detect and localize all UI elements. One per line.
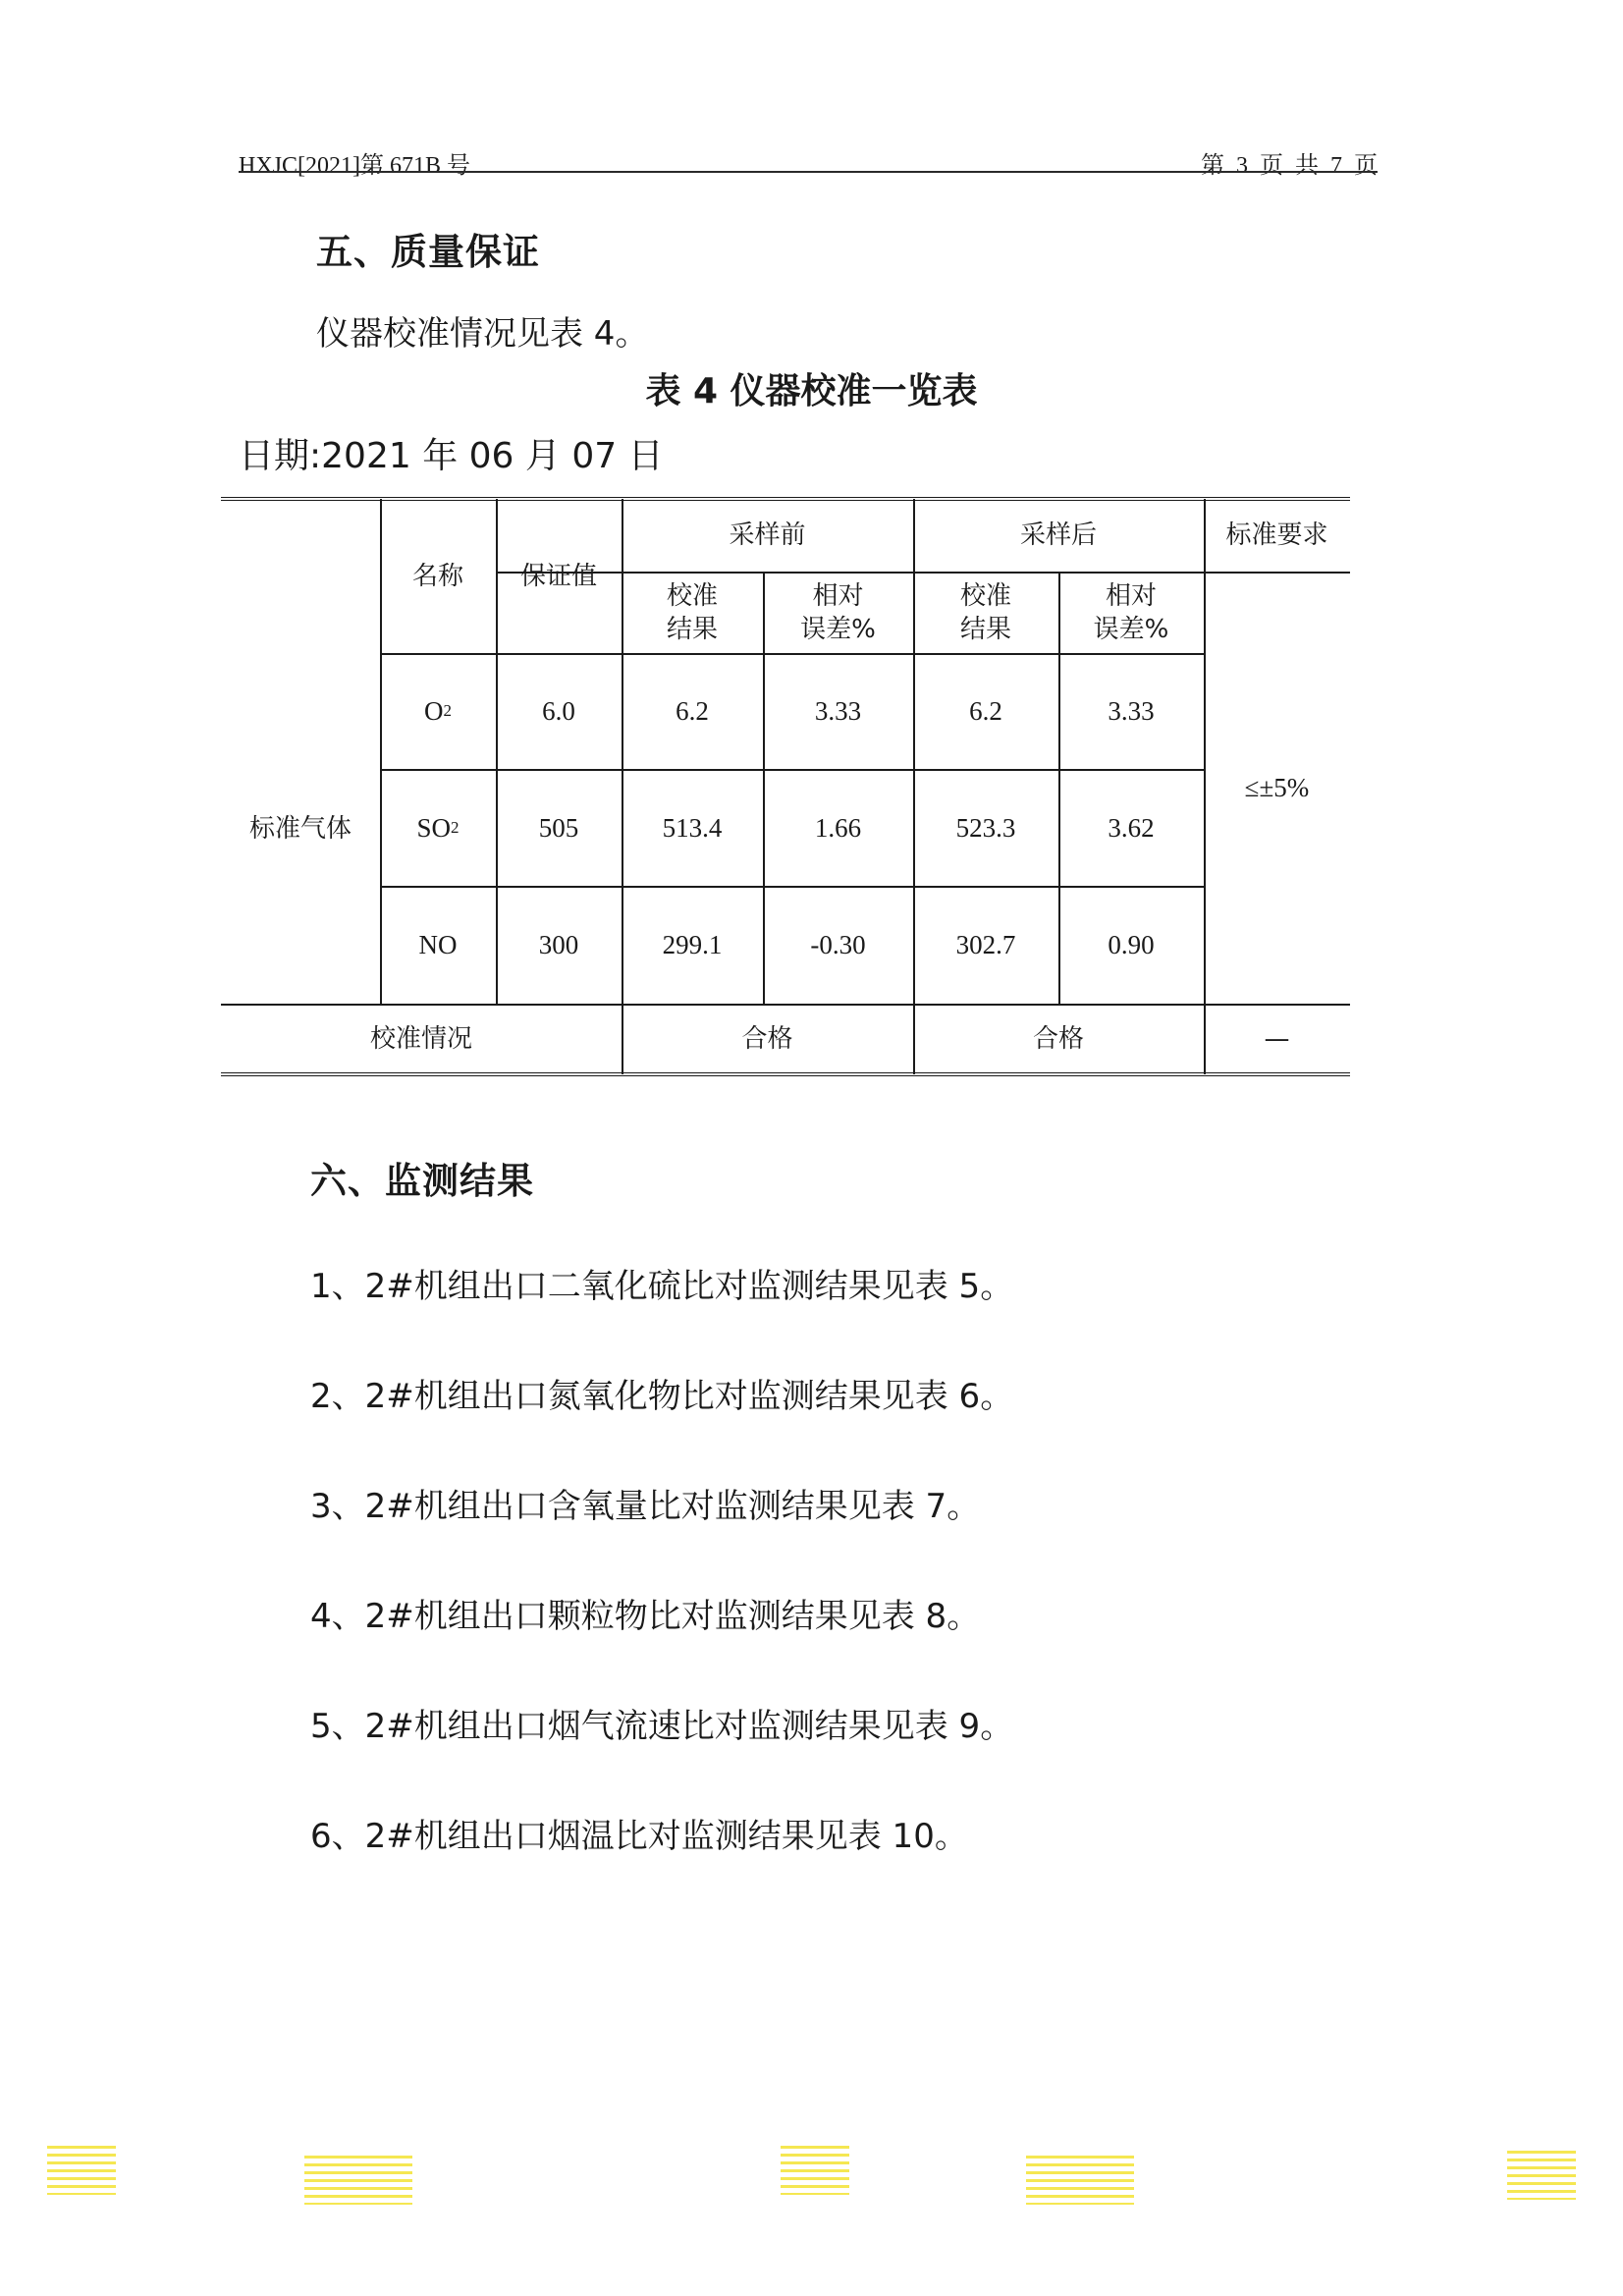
header-line: 校准 (959, 580, 1011, 611)
document-number: HXJC[2021]第 671B 号 (239, 153, 471, 179)
row-so2-guaranteed: 505 (538, 812, 579, 843)
table-date: 日期:2021 年 06 月 07 日 (239, 436, 664, 476)
seal-fragment-icon (304, 2156, 412, 2205)
result-item: 3、2#机组出口含氧量比对监测结果见表 7。 (310, 1487, 981, 1526)
result-item: 6、2#机组出口烟温比对监测结果见表 10。 (310, 1817, 968, 1856)
header-rule (239, 171, 1378, 173)
header-after-sampling: 采样后 (1019, 520, 1097, 550)
group-label-standard-gas: 标准气体 (248, 813, 352, 844)
row-o2-before-result: 6.2 (676, 696, 709, 726)
summary-standard: — (1264, 1024, 1290, 1054)
header-line: 误差% (1093, 614, 1169, 644)
row-no-name (380, 886, 496, 1004)
header-after-relative-error (1058, 572, 1204, 653)
header-line: 结果 (666, 614, 718, 644)
row-o2-guaranteed: 6.0 (542, 696, 575, 726)
result-item: 5、2#机组出口烟气流速比对监测结果见表 9。 (310, 1707, 1014, 1746)
row-o2-before-error: 3.33 (814, 696, 862, 726)
header-line: 校准 (666, 580, 718, 611)
row-no-after-result: 302.7 (955, 930, 1016, 959)
row-so2-after-result: 523.3 (955, 812, 1016, 843)
row-so2-before-result: 513.4 (662, 812, 723, 843)
table-title: 表 4 仪器校准一览表 (645, 371, 978, 411)
header-line: 结果 (959, 614, 1011, 644)
row-o2-name (380, 653, 496, 769)
row-no-guaranteed: 300 (538, 930, 579, 959)
header-standard-requirement: 标准要求 (1225, 520, 1328, 550)
section-heading-monitoring-results: 六、监测结果 (310, 1160, 534, 1202)
row-no-before-result: 299.1 (662, 930, 723, 959)
header-line: 相对 (1105, 580, 1157, 611)
gas-name: O (424, 696, 444, 726)
header-after-calibration-result (913, 572, 1058, 653)
row-o2-after-result: 6.2 (969, 696, 1002, 726)
gas-subscript: 2 (443, 701, 452, 720)
row-no-after-error: 0.90 (1108, 930, 1155, 959)
result-item: 1、2#机组出口二氧化硫比对监测结果见表 5。 (310, 1267, 1014, 1306)
calibration-table (221, 499, 1350, 1075)
seal-fragment-icon (781, 2146, 849, 2195)
seal-fragment-icon (1507, 2151, 1576, 2200)
row-o2-after-error: 3.33 (1108, 696, 1155, 726)
seal-fragment-icon (47, 2146, 116, 2195)
header-guaranteed-value: 保证值 (519, 561, 597, 591)
row-so2-after-error: 3.62 (1108, 812, 1155, 843)
header-before-calibration-result (622, 572, 763, 653)
calibration-paragraph: 仪器校准情况见表 4。 (316, 314, 649, 354)
row-no-before-error: -0.30 (810, 930, 866, 959)
header-line: 误差% (800, 614, 876, 644)
section-heading-quality-assurance: 五、质量保证 (316, 231, 540, 273)
gas-subscript: 2 (451, 817, 460, 837)
row-so2-name (380, 769, 496, 886)
seal-fragment-icon (1026, 2156, 1134, 2205)
result-item: 4、2#机组出口颗粒物比对监测结果见表 8。 (310, 1597, 981, 1636)
row-so2-before-error: 1.66 (814, 812, 862, 843)
header-name: 名称 (411, 561, 463, 591)
summary-after: 合格 (1032, 1024, 1084, 1054)
standard-requirement-value: ≤±5% (1244, 773, 1310, 802)
result-item: 2、2#机组出口氮氧化物比对监测结果见表 6。 (310, 1377, 1014, 1416)
header-before-sampling: 采样前 (729, 520, 806, 550)
gas-name: NO (418, 930, 458, 959)
gas-name: SO (416, 812, 451, 843)
summary-before: 合格 (741, 1024, 793, 1054)
page-indicator: 第 3 页 共 7 页 (1201, 153, 1378, 179)
summary-label: 校准情况 (369, 1024, 472, 1054)
header-before-relative-error (763, 572, 913, 653)
header-line: 相对 (812, 580, 864, 611)
